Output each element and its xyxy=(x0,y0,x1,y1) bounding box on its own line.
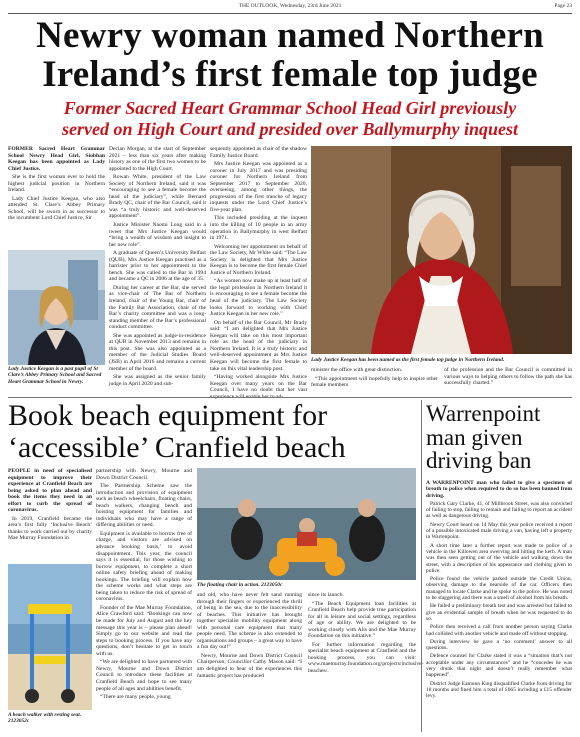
story1-paragraph: A graduate of Queen’s University Belfast (QUB), Mrs Justice Keegan practised as a barrister prior to her appointment to the bench. She was called to the Bar in 1994 and became a QC in 2006 at the age of 35. xyxy=(109,250,206,283)
story3-paragraph: Newry Court heard on 14 May this year police received a report of a possible intoxicated male driving a van, having left a property in Warrenpoint. xyxy=(426,521,572,541)
story2-paragraph: Newry, Mourne and Down District Council Chairperson, Councillor Cathy Mason said: “I am delighted to hear of the experiences this fantastic project has produced xyxy=(197,652,302,679)
story2-headline xyxy=(8,400,416,466)
story1-subhead-line2: served on High Court and presided over Ballymurphy inquest xyxy=(61,119,519,139)
story2-headline-line2: ‘accessible’ Cranfield beach xyxy=(8,431,346,464)
story1-paragraph: minister the office with great distinction. xyxy=(311,367,403,373)
story1-paragraph: of the profession and the Bar Council is committed in various ways to helping others to follow the path she has successfully charted.” xyxy=(444,367,572,387)
story2-paragraph: “The Beach Equipment loan facilities at Cranfield Beach help provide true participation for all in leisure and social settings, regardless of age or ability. We are delighted to be working closely with Alis and the Mae Murray Foundation on this initiative.” xyxy=(308,600,416,640)
story1-paragraph: Justice Minister Naomi Long said in a tweet that Mrs Justice Keegan would “bring a wealth of wisdom and insight to her new role”. xyxy=(109,222,206,248)
story1-paragraph: Lady Chief Justice Keegan, who also attended St. Clare’s Abbey Primary School, will be sworn in as successor to the incumbent Lord Chief Justice, Sir xyxy=(8,195,105,222)
story2-column-1 xyxy=(8,468,92,562)
running-head xyxy=(8,3,572,13)
story1-column-3 xyxy=(210,146,307,400)
story3-body xyxy=(426,480,572,732)
story3-paragraph: A short time later a further report was made to police of a vehicle in the Killowen area swerving and hitting the kerb. A man was then seen getting out of the vehicle and walking down the street, with a description of his appearance and clothing given to police. xyxy=(426,542,572,574)
story1-paragraph: Welcoming her appointment on behalf of the Law Society, Mr White said: “The Law Society is delighted that Mrs Justice Keegan is to become the first female Chief Justice of Northern Ireland. xyxy=(210,243,307,276)
story2-paragraph: “We are delighted to have partnered with Newry, Mourne and Down District Council to introduce these facilities at Cranfield Beach and hope to see many people of all ages and abilities benefit. xyxy=(96,659,192,692)
story1-column-1 xyxy=(8,146,105,248)
story1-paragraph: “As women now make up at least half of the legal profession in Northern Ireland it is encouraging to see a female become the head of the judiciary. The Law Society looks forward to working with Chief Justice Keegan in her new role.” xyxy=(210,278,307,318)
story1-column-5 xyxy=(444,367,572,391)
story3-paragraph: Police found the vehicle parked outside the Credit Union, observing damage to the nearside of the car. Officers then managed to locate Clarke and he spoke to the police. He was noted to be staggering and there was a smell of alcohol from his breath. xyxy=(426,576,572,602)
story1-photo1-caption: Lady Justice Keegan is a past pupil of St Clare’s Abbey Primary School and Sacred Heart Grammar School in Newry. xyxy=(8,366,102,385)
story1-paragraph: She was assigned as the senior family judge in April 2020 and sub- xyxy=(109,374,206,387)
story1-paragraph: She was appointed as judge-in-residence at QUB in November 2013 and remains in this post. She was also appointed as a member of the Judicial Studies Board (JSB) in April 2016 and remains a current member of the board. xyxy=(109,332,206,372)
story1-subheadline xyxy=(8,98,572,140)
story1-paragraph: sequently appointed as chair of the shadow Family Justice Board. xyxy=(210,146,307,159)
story2-paragraph: Equipment is available to borrow free of charge, and visitors are advised on advance booking basis,’ to avoid disappointment. This year, the council says it is essential, for those wishing to borrow equipment, to complete a short online safety briefing ahead of making bookings. The briefing will explain how the scheme works and what steps are being taken to reduce the risk of spread of coronavirus. xyxy=(96,530,192,603)
story2-paragraph: “There are many people, young xyxy=(100,694,171,701)
keegan-judicial-robes-photo xyxy=(311,146,572,354)
story2-paragraph: In 2019, Cranfield became the area’s first fully ‘Inclusive Beach’ thanks to work carried out by charity Mae Murray Foundation in xyxy=(8,515,92,542)
running-head-date: THE OUTLOOK, Wednesday, 23rd June 2021 xyxy=(238,3,342,9)
story2-column-2 xyxy=(96,468,192,732)
story2-column-4 xyxy=(308,592,424,732)
story1-paragraph: This included presiding at the inquest into the killing of 10 people in an army operation in Ballymurphy in west Belfast in 1971. xyxy=(210,215,307,242)
story2-paragraph: Founder of the Mae Murray Foundation, Alice Crawford said: “Bookings can now be made for July and August and the key message this year is – please plan ahead! Simply go to our website and read the steps to booking process. If you have any questions, don’t hesitate to get in touch with us. xyxy=(96,604,192,657)
story1-paragraph: During her career at the Bar, she served as vice-chair of The Bar of Northern Ireland, chair of the Young Bar, chair of the Family Bar Association, chair of the Bar’s charity committee and was a long-standing member of the Bar’s professional conduct committee. xyxy=(109,284,206,331)
beach-walker-photo xyxy=(8,564,92,710)
story2-headline-line1: Book beach equipment for xyxy=(8,399,328,432)
top-rule xyxy=(8,13,572,14)
page-number: Page 23 xyxy=(554,3,572,9)
story3-headline-line1: Warrenpoint xyxy=(426,401,541,426)
story1-paragraph: “Having worked alongside Mrs Justice Keegan over many years on the Bar Council, I have no doubt that her vast experience will enable her to ad- xyxy=(210,374,307,400)
story2-photo2-caption: The floating chair in action. 2123050c xyxy=(197,582,283,588)
floating-chair-photo xyxy=(197,468,416,580)
story2-paragraph: partnership with Newry, Mourne and Down District Council. xyxy=(96,468,192,481)
story2-paragraph: The Partnership Scheme saw the introduction and provision of equipment such as beach wheelchairs, floating chairs, beach walkers, changing bench and hoisting equipment for families and individuals who may have a range of differing abilities or need. xyxy=(96,483,192,529)
story3-paragraph: Defence counsel for Clarke stated it was a “situation that’s not acceptable under any circumstances” and he “concedes he was very drunk that night and doesn’t really remember what happened”. xyxy=(426,653,572,679)
section-divider xyxy=(8,397,572,398)
story1-headline xyxy=(8,16,572,94)
story3-headline xyxy=(426,402,572,476)
story1-paragraph: Rowan White, president of the Law Society of Northern Ireland, said it was “encouraging to see a female become the head of the judiciary”, while Bernard Brady QC, chair of the Bar Council, said it was “a truly historic and well-deserved appointment”. xyxy=(109,174,206,220)
story2-paragraph: For further information regarding the specialist beach equipment at Cranfield and the booking process, you can visit: www.maemurray.foundation.org/projects/inclusive-beaches/. xyxy=(308,641,424,675)
story3-paragraph: Patrick Gary Clarke, 41, of Millbrook Street, was also convicted of failing to stop, failing to remain and failing to report an accident as well as dangerous driving. xyxy=(426,500,572,520)
story1-paragraph: “This appointment will hopefully help to inspire other female members xyxy=(311,375,438,389)
story1-paragraph: On behalf of the Bar Council, Mr Brady said: “I am delighted that Mrs Justice Keegan will take on this most important role as the head of the judiciary in Northern Ireland. It is a truly historic and well-deserved appointment as Mrs Justice Keegan will become the first female to take on this vital leadership post. xyxy=(210,319,307,372)
story1-headline-line1: Newry woman named Northern xyxy=(36,15,544,56)
story2-lead-paragraph: PEOPLE in need of specialised equipment to improve their experience at Cranfield Beach are being asked to plan ahead and book the items they need in an effort to curb the spread of coronavirus. xyxy=(8,468,92,514)
story1-paragraph: Mrs Justice Keegan was appointed as a coroner in July 2017 and was presiding coroner for Northern Ireland from September 2017 to September 2020, overseeing, among other things, the progression of the first tranche of legacy inquests under the Lord Chief Justice’s five-year plan. xyxy=(210,161,307,213)
story3-paragraph: He failed a preliminary breath test and was arrested but failed to give an evidential sample of breath when he was requested to do so. xyxy=(426,603,572,622)
story1-lead-paragraph: FORMER Sacred Heart Grammar School Newry Head Girl, Siobhan Keegan has been appointed as Lady Chief Justice. xyxy=(8,146,105,172)
story1-photo2-caption: Lady Justice Keegan has been named as the first female top judge in Northern Ireland. xyxy=(311,357,505,363)
story3-paragraph: During interview he gave a ‘no comment’ answer to all questions. xyxy=(426,638,572,652)
keegan-portrait-photo xyxy=(8,250,105,365)
story3-paragraph: Police then received a call from another person saying Clarke had collided with another vehicle and made off without stopping. xyxy=(426,624,572,637)
story1-column-4 xyxy=(311,367,438,391)
story3-headline-line3: driving ban xyxy=(426,448,532,473)
story1-paragraph: She is the first woman ever to hold the highest judicial position in Northern Ireland. xyxy=(8,174,105,194)
story3-lead-paragraph: A WARRENPOINT man who failed to give a specimen of breath to police when required to do so has been banned from driving. xyxy=(426,480,572,499)
story1-subhead-line1: Former Sacred Heart Grammar School Head Girl previously xyxy=(63,98,517,118)
story2-paragraph: since its launch. xyxy=(308,592,344,598)
story3-paragraph: District Judge Eamonn King disqualified Clarke from driving for 18 months and fined him a total of £665 including a £15 offender levy. xyxy=(426,680,572,700)
story2-paragraph: and old, who have never felt sand running through their fingers or experienced the thrill of being in the sea, due to the inaccessibility of beaches. This initiative has brought together specialist mobility equipment along with personal care equipment that many people need. The scheme is also extended to organisations and groups – a great way to have a fun day out!” xyxy=(197,592,302,651)
story2-photo1-caption: A beach walker with resting seat. 2123052c xyxy=(8,712,82,725)
story1-column-2 xyxy=(109,146,206,390)
story2-column-3 xyxy=(197,592,302,732)
story3-headline-line2: man given xyxy=(426,424,523,450)
story1-paragraph: Declan Morgan, at the start of September 2021 – less than six years after making history as one of the first two women to be appointed to the High Court. xyxy=(109,146,206,172)
column-divider xyxy=(421,400,422,732)
story1-headline-line2: Ireland’s first female top judge xyxy=(42,54,538,95)
